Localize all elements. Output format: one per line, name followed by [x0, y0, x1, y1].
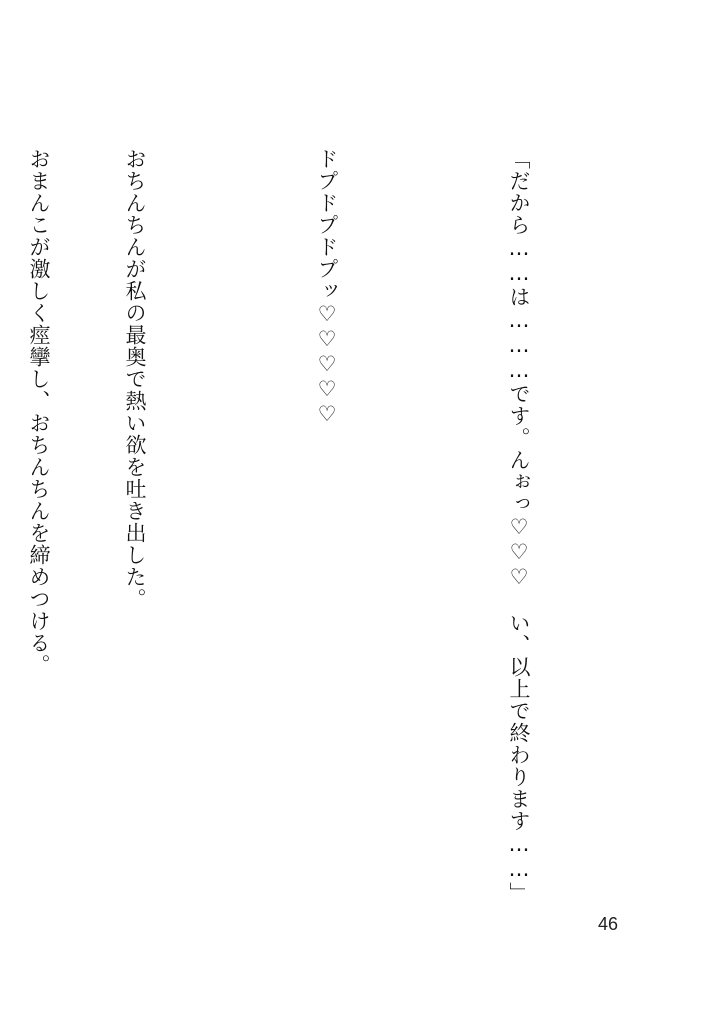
vertical-text-body [0, 148, 599, 908]
text-line: おまんこが激しく痙攣し、おちんちんを締めつける。 [27, 148, 51, 676]
text-line: ドプドプドプッ♡♡♡♡♡ [315, 148, 339, 427]
text-line: 「だから……は………です。んぉっ♡♡♡ い、以上で終わります……」 [507, 148, 531, 904]
blank-line [215, 148, 247, 908]
blank-line [407, 148, 439, 908]
page-number: 46 [598, 914, 619, 934]
text-line: おちんちんが私の最奥で熱い欲を吐き出した。 [123, 148, 147, 610]
